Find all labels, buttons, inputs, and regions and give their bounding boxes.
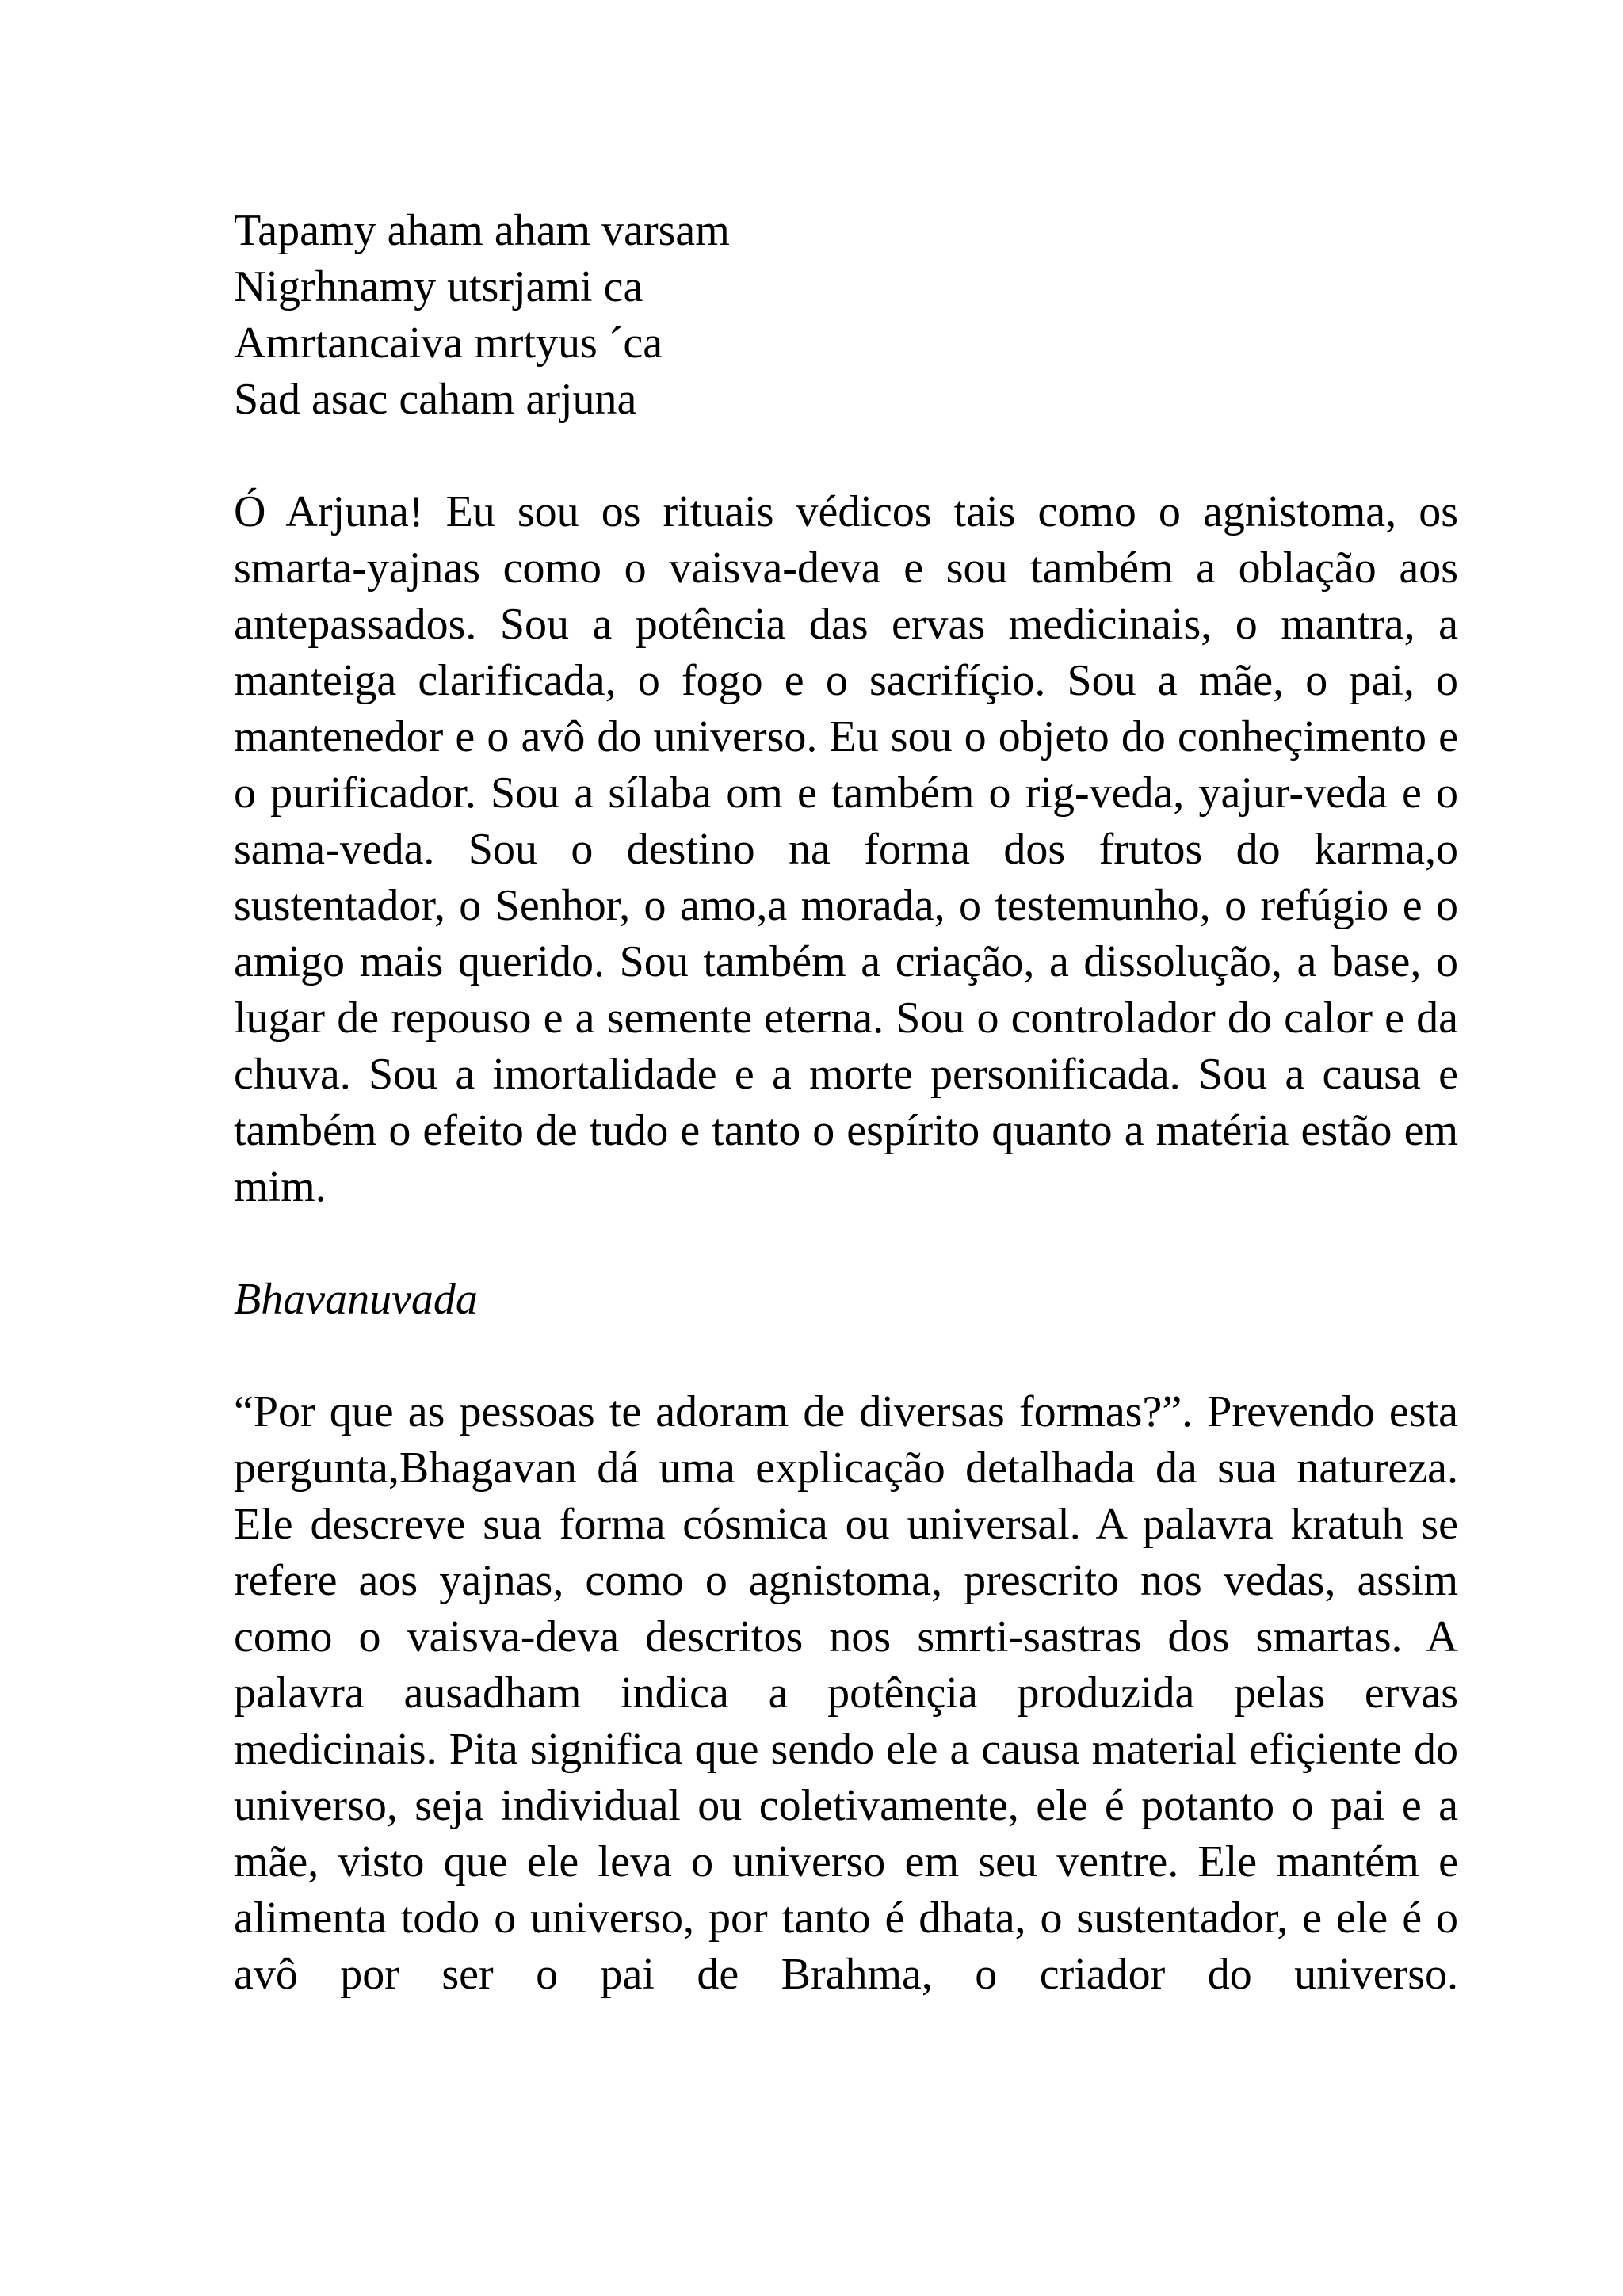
spacer — [234, 1215, 1458, 1272]
page-content — [234, 203, 1458, 2003]
translation-paragraph: Ó Arjuna! Eu sou os rituais védicos tais como o agnistoma, os smarta-yajnas como o vaisva-deva e sou também a oblação aos antepassados. Sou a potência das ervas medicinais, o mantra, a manteiga clarificada, o fogo e o sacrifíçio. Sou a mãe, o pai, o mantenedor e o avô do universo. Eu sou o objeto do conheçimento e o purificador. Sou a sílaba om e também o rig-veda, yajur-veda e o sama-veda. Sou o destino na forma dos frutos do karma,o sustentador, o Senhor, o amo,a morada, o testemunho, o refúgio e o amigo mais querido. Sou também a criação, a dissolução, a base, o lugar de repouso e a semente eterna. Sou o controlador do calor e da chuva. Sou a imortalidade e a morte personificada. Sou a causa e também o efeito de tudo e tanto o espírito quanto a matéria estão em mim. — [234, 487, 1458, 1211]
verse-line-3: Amrtancaiva mrtyus ´ca — [234, 318, 663, 368]
spacer — [234, 1328, 1458, 1384]
verse-line-1: Tapamy aham aham varsam — [234, 206, 730, 255]
verse-line-4: Sad asac caham arjuna — [234, 375, 637, 424]
sanskrit-verse — [234, 203, 1458, 428]
section-heading: Bhavanuvada — [234, 1275, 478, 1324]
spacer — [234, 428, 1458, 484]
verse-line-2: Nigrhnamy utsrjami ca — [234, 262, 643, 311]
commentary-paragraph: “Por que as pessoas te adoram de diversas formas?”. Prevendo esta pergunta,Bhagavan dá uma explicação detalhada da sua natureza. Ele descreve sua forma cósmica ou universal. A palavra kratuh se refere aos yajnas, como o agnistoma, prescrito nos vedas, assim como o vaisva-deva descritos nos smrti-sastras dos smartas. A palavra ausadham indica a potênçia produzida pelas ervas medicinais. Pita significa que sendo ele a causa material efiçiente do universo, seja individual ou coletivamente, ele é potanto o pai e a mãe, visto que ele leva o universo em seu ventre. Ele mantém e alimenta todo o universo, por tanto é dhata, o sustentador, e ele é o avô por ser o pai de Brahma, o criador do universo. — [234, 1387, 1458, 1999]
